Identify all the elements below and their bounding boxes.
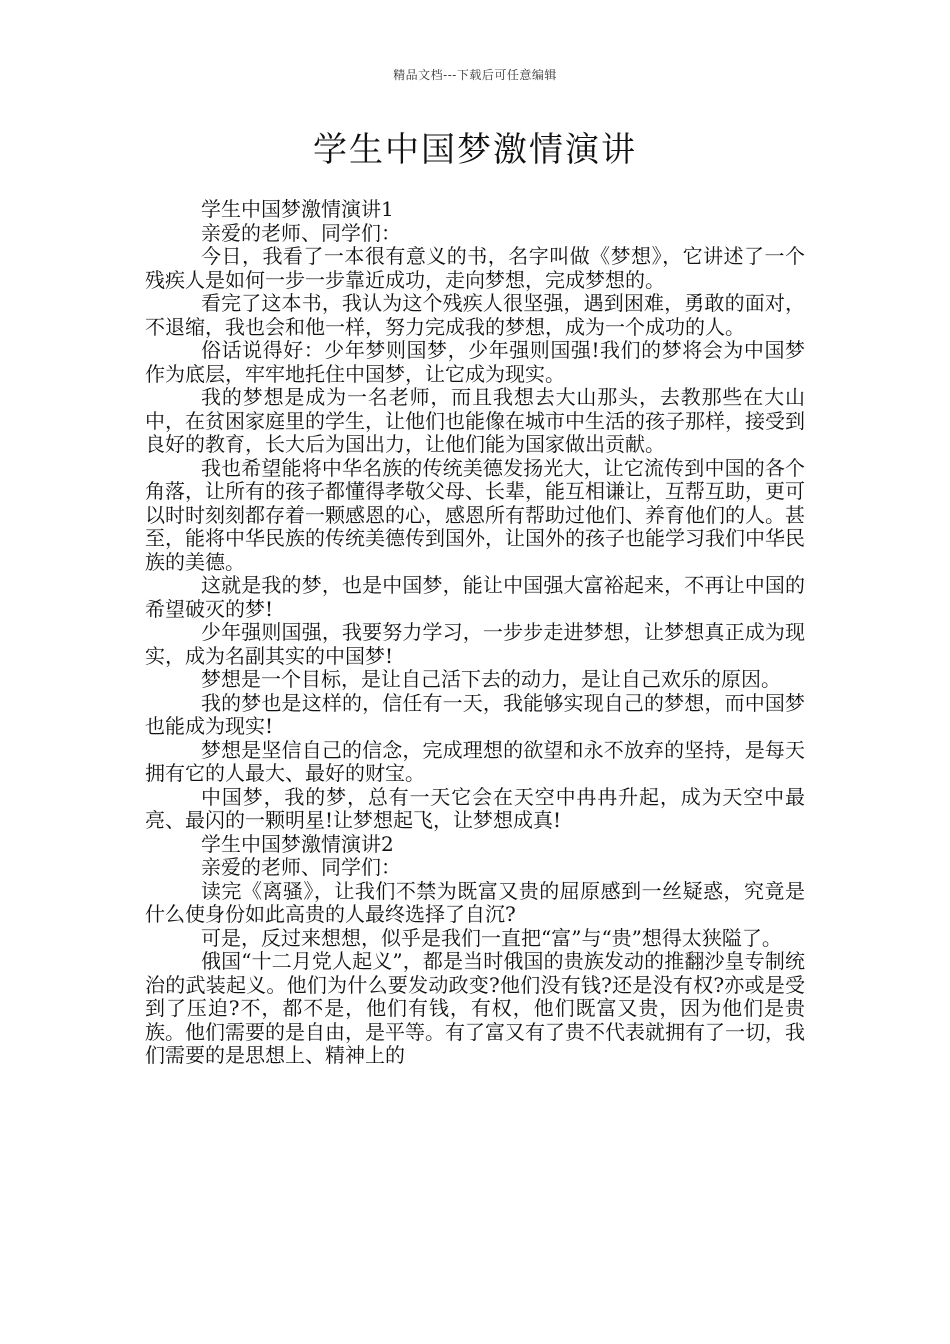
paragraph: 看完了这本书，我认为这个残疾人很坚强，遇到困难，勇敢的面对，不退缩，我也会和他一样，努力完成我的梦想，成为一个成功的人。 — [145, 291, 805, 339]
paragraph: 可是，反过来想想，似乎是我们一直把“富”与“贵”想得太狭隘了。 — [201, 925, 782, 950]
paragraph: 少年强则国强，我要努力学习，一步步走进梦想，让梦想真正成为现实，成为名副其实的中国梦! — [145, 620, 805, 668]
paragraph: 我的梦也是这样的，信任有一天，我能够实现自己的梦想，而中国梦也能成为现实! — [145, 690, 805, 738]
paragraph: 我也希望能将中华名族的传统美德发扬光大，让它流传到中国的各个角落，让所有的孩子都懂得孝敬父母、长辈，能互相谦让，互帮互助，更可以时时刻刻都存着一颗感恩的心，感恩所有帮助过他们、养育他们的人。甚至，能将中华民族的传统美德传到国外，让国外的孩子也能学习我们中华民族的美德。 — [145, 455, 805, 574]
document-title: 学生中国梦激情演讲 — [313, 130, 637, 170]
paragraph-speech-2-heading: 学生中国梦激情演讲2 — [201, 831, 394, 856]
paragraph: 梦想是坚信自己的信念，完成理想的欲望和永不放弃的坚持，是每天拥有它的人最大、最好的财宝。 — [145, 737, 805, 785]
document-body — [145, 198, 805, 1068]
paragraph: 俗话说得好：少年梦则国梦，少年强则国强!我们的梦将会为中国梦作为底层，牢牢地托住中国梦，让它成为现实。 — [145, 338, 805, 386]
paragraph-greeting-2: 亲爱的老师、同学们： — [201, 855, 401, 879]
paragraph: 梦想是一个目标，是让自己活下去的动力，是让自己欢乐的原因。 — [201, 667, 781, 691]
paragraph: 俄国“十二月党人起义”，都是当时俄国的贵族发动的推翻沙皇专制统治的武装起义。他们为什么要发动政变?他们没有钱?还是没有权?亦或是受到了压迫?不，都不是，他们有钱，有权，他们既富又贵，因为他们是贵族。他们需要的是自由，是平等。有了富又有了贵不代表就拥有了一切，我们需要的是思想上、精神上的 — [145, 949, 805, 1067]
paragraph: 今日，我看了一本很有意义的书，名字叫做《梦想》，它讲述了一个残疾人是如何一步一步靠近成功，走向梦想，完成梦想的。 — [145, 244, 805, 292]
paragraph-greeting-1: 亲爱的老师、同学们： — [201, 220, 401, 245]
paragraph-speech-1-heading: 学生中国梦激情演讲1 — [201, 197, 394, 221]
paragraph: 中国梦，我的梦，总有一天它会在天空中冉冉升起，成为天空中最亮、最闪的一颗明星!让梦想起飞，让梦想成真! — [145, 784, 805, 832]
paragraph: 我的梦想是成为一名老师，而且我想去大山那头，去教那些在大山中，在贫困家庭里的学生，让他们也能像在城市中生活的孩子那样，接受到良好的教育，长大后为国出力，让他们能为国家做出贡献。 — [145, 385, 805, 456]
paragraph: 读完《离骚》，让我们不禁为既富又贵的屈原感到一丝疑惑，究竟是什么使身份如此高贵的人最终选择了自沉? — [145, 878, 805, 926]
header-note: 精品文档---下载后可任意编辑 — [393, 68, 557, 82]
paragraph: 这就是我的梦，也是中国梦，能让中国强大富裕起来，不再让中国的希望破灭的梦! — [145, 573, 805, 621]
